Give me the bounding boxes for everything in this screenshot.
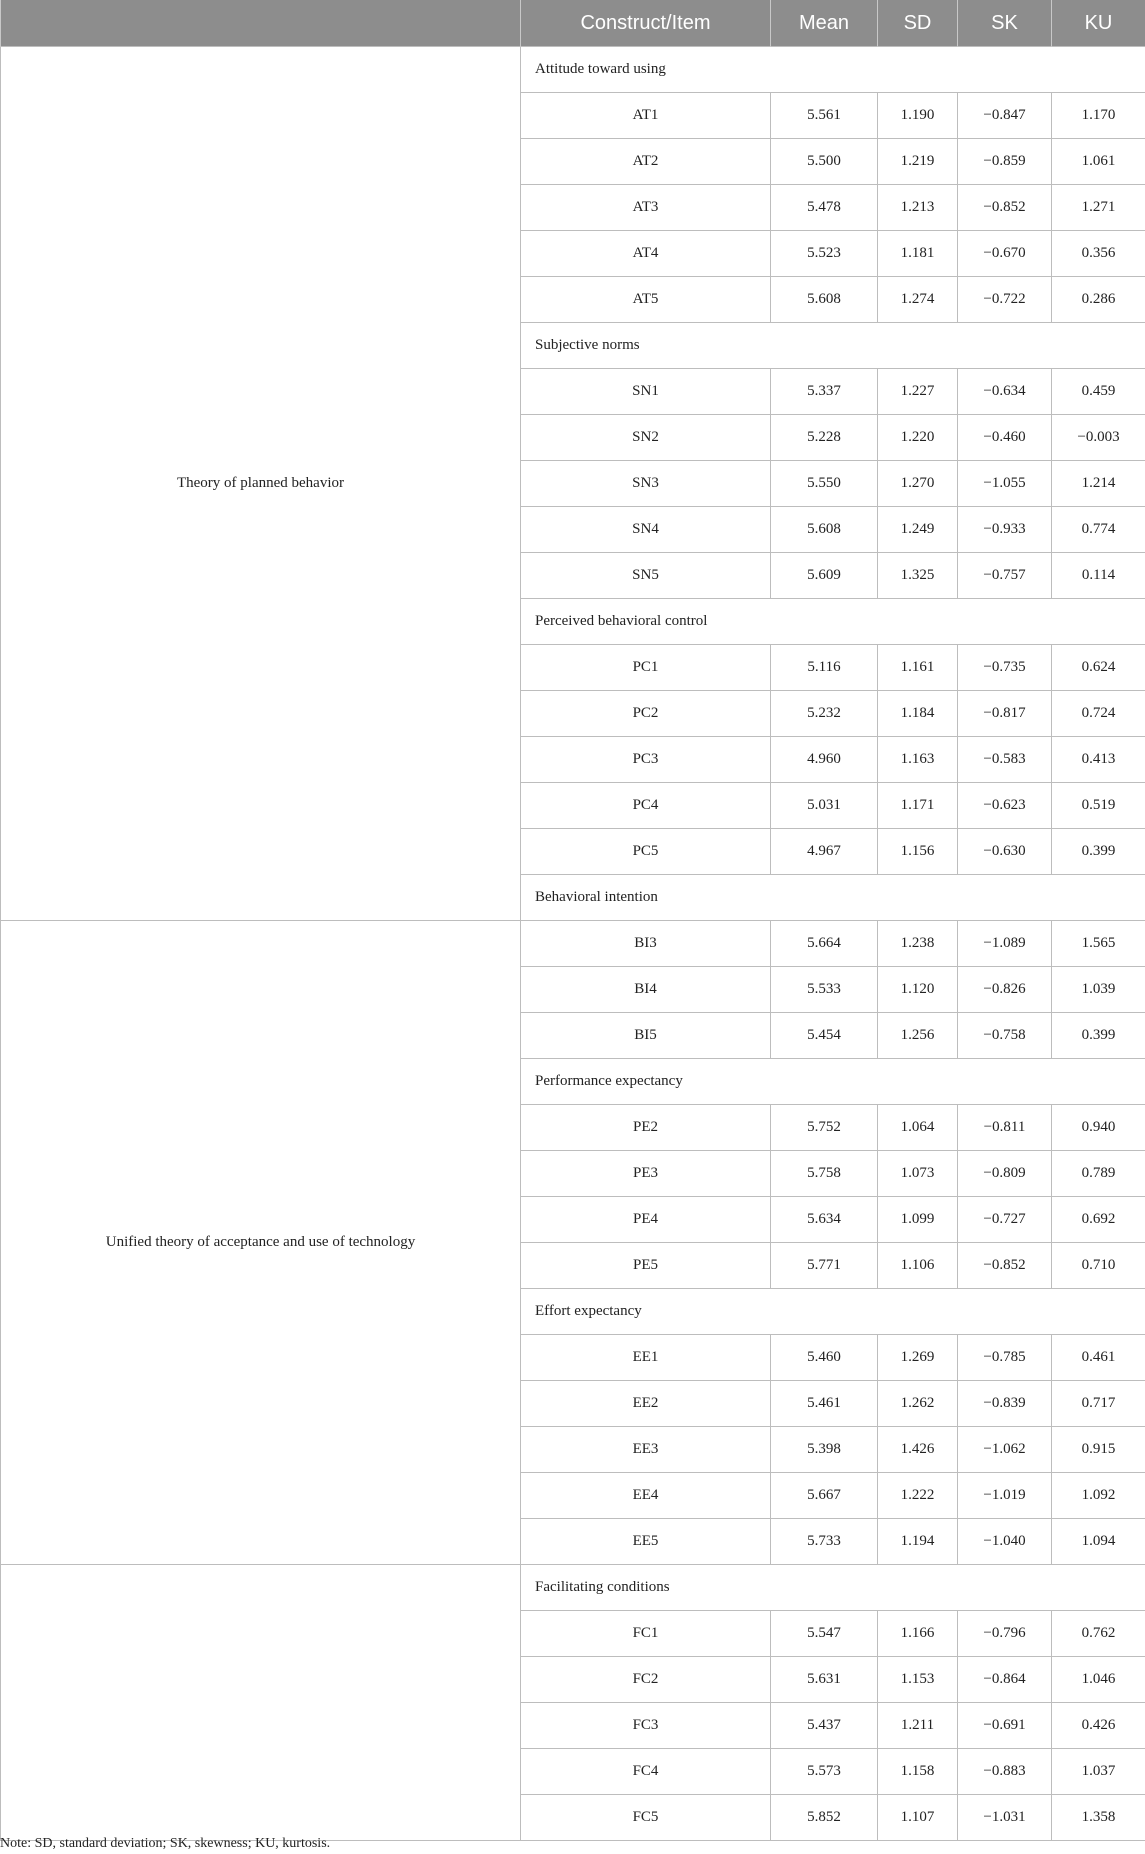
cell-mean: 5.523	[771, 231, 878, 277]
cell-sk: −0.809	[958, 1151, 1052, 1197]
cell-ku: 0.624	[1052, 645, 1145, 691]
subgroup-label: Subjective norms	[521, 323, 1145, 369]
cell-sk: −0.826	[958, 967, 1052, 1013]
cell-ku: 0.459	[1052, 369, 1145, 415]
cell-sd: 1.262	[878, 1381, 958, 1427]
subgroup-row	[1, 47, 1145, 93]
cell-item: SN4	[521, 507, 771, 553]
cell-sk: −1.089	[958, 921, 1052, 967]
cell-item: PE3	[521, 1151, 771, 1197]
cell-item: AT4	[521, 231, 771, 277]
cell-mean: 5.771	[771, 1243, 878, 1289]
construct-cell	[1, 1565, 521, 1841]
table-body	[1, 47, 1145, 1841]
cell-sd: 1.220	[878, 415, 958, 461]
cell-sk: −0.583	[958, 737, 1052, 783]
cell-item: BI4	[521, 967, 771, 1013]
cell-item: PC5	[521, 829, 771, 875]
cell-ku: 0.915	[1052, 1427, 1145, 1473]
cell-item: PE2	[521, 1105, 771, 1151]
cell-mean: 5.232	[771, 691, 878, 737]
cell-ku: 1.061	[1052, 139, 1145, 185]
cell-sk: −0.852	[958, 185, 1052, 231]
cell-ku: 0.692	[1052, 1197, 1145, 1243]
cell-mean: 5.609	[771, 553, 878, 599]
cell-ku: 0.413	[1052, 737, 1145, 783]
cell-item: EE4	[521, 1473, 771, 1519]
cell-ku: 1.214	[1052, 461, 1145, 507]
cell-mean: 5.547	[771, 1611, 878, 1657]
cell-item: AT3	[521, 185, 771, 231]
cell-mean: 5.550	[771, 461, 878, 507]
cell-ku: 1.094	[1052, 1519, 1145, 1565]
cell-item: AT1	[521, 93, 771, 139]
cell-mean: 5.500	[771, 139, 878, 185]
cell-mean: 5.460	[771, 1335, 878, 1381]
cell-item: AT5	[521, 277, 771, 323]
cell-sd: 1.171	[878, 783, 958, 829]
cell-sd: 1.256	[878, 1013, 958, 1059]
cell-sk: −0.757	[958, 553, 1052, 599]
cell-mean: 5.461	[771, 1381, 878, 1427]
cell-ku: 0.519	[1052, 783, 1145, 829]
cell-ku: 1.565	[1052, 921, 1145, 967]
cell-item: EE3	[521, 1427, 771, 1473]
cell-sd: 1.156	[878, 829, 958, 875]
cell-mean: 5.631	[771, 1657, 878, 1703]
header-sd: SD	[878, 0, 958, 47]
cell-sd: 1.190	[878, 93, 958, 139]
cell-ku: 0.724	[1052, 691, 1145, 737]
cell-ku: 0.789	[1052, 1151, 1145, 1197]
cell-item: FC1	[521, 1611, 771, 1657]
cell-ku: 0.762	[1052, 1611, 1145, 1657]
cell-sd: 1.238	[878, 921, 958, 967]
cell-sd: 1.161	[878, 645, 958, 691]
cell-sk: −0.727	[958, 1197, 1052, 1243]
cell-sd: 1.211	[878, 1703, 958, 1749]
header-mean: Mean	[771, 0, 878, 47]
cell-item: SN3	[521, 461, 771, 507]
cell-item: BI5	[521, 1013, 771, 1059]
cell-sd: 1.222	[878, 1473, 958, 1519]
cell-mean: 5.398	[771, 1427, 878, 1473]
cell-ku: 0.286	[1052, 277, 1145, 323]
cell-sd: 1.153	[878, 1657, 958, 1703]
cell-sd: 1.269	[878, 1335, 958, 1381]
cell-item: FC4	[521, 1749, 771, 1795]
cell-sk: −0.670	[958, 231, 1052, 277]
cell-sk: −0.691	[958, 1703, 1052, 1749]
cell-sd: 1.270	[878, 461, 958, 507]
header-sk: SK	[958, 0, 1052, 47]
cell-mean: 5.116	[771, 645, 878, 691]
cell-sk: −0.811	[958, 1105, 1052, 1151]
cell-mean: 5.478	[771, 185, 878, 231]
cell-ku: 0.114	[1052, 553, 1145, 599]
cell-ku: −0.003	[1052, 415, 1145, 461]
cell-sd: 1.274	[878, 277, 958, 323]
construct-cell: Unified theory of acceptance and use of technology	[1, 921, 521, 1565]
cell-sk: −0.883	[958, 1749, 1052, 1795]
cell-sd: 1.073	[878, 1151, 958, 1197]
cell-sd: 1.064	[878, 1105, 958, 1151]
cell-ku: 0.774	[1052, 507, 1145, 553]
cell-ku: 0.940	[1052, 1105, 1145, 1151]
cell-ku: 0.399	[1052, 829, 1145, 875]
cell-mean: 5.561	[771, 93, 878, 139]
cell-sk: −1.055	[958, 461, 1052, 507]
cell-item: SN2	[521, 415, 771, 461]
cell-item: FC3	[521, 1703, 771, 1749]
cell-item: PC1	[521, 645, 771, 691]
cell-ku: 0.717	[1052, 1381, 1145, 1427]
cell-mean: 5.031	[771, 783, 878, 829]
cell-item: FC2	[521, 1657, 771, 1703]
cell-sk: −1.031	[958, 1795, 1052, 1841]
cell-sd: 1.166	[878, 1611, 958, 1657]
cell-ku: 0.426	[1052, 1703, 1145, 1749]
cell-sk: −0.859	[958, 139, 1052, 185]
cell-sk: −0.735	[958, 645, 1052, 691]
subgroup-label: Effort expectancy	[521, 1289, 1145, 1335]
cell-sd: 1.184	[878, 691, 958, 737]
cell-sd: 1.158	[878, 1749, 958, 1795]
table-note: Note: SD, standard deviation; SK, skewness; KU, kurtosis.	[0, 1836, 331, 1851]
cell-mean: 5.454	[771, 1013, 878, 1059]
subgroup-label: Behavioral intention	[521, 875, 1145, 921]
cell-ku: 0.399	[1052, 1013, 1145, 1059]
cell-sk: −0.864	[958, 1657, 1052, 1703]
cell-mean: 5.437	[771, 1703, 878, 1749]
subgroup-label: Attitude toward using	[521, 47, 1145, 93]
cell-item: PC3	[521, 737, 771, 783]
cell-ku: 1.170	[1052, 93, 1145, 139]
cell-sd: 1.249	[878, 507, 958, 553]
cell-item: PE4	[521, 1197, 771, 1243]
cell-mean: 5.752	[771, 1105, 878, 1151]
cell-mean: 5.733	[771, 1519, 878, 1565]
cell-sk: −0.847	[958, 93, 1052, 139]
cell-ku: 1.092	[1052, 1473, 1145, 1519]
cell-item: EE2	[521, 1381, 771, 1427]
cell-mean: 5.533	[771, 967, 878, 1013]
cell-sk: −0.722	[958, 277, 1052, 323]
cell-sd: 1.181	[878, 231, 958, 277]
table-header	[1, 0, 1145, 47]
cell-item: PC4	[521, 783, 771, 829]
cell-sd: 1.213	[878, 185, 958, 231]
cell-sk: −0.817	[958, 691, 1052, 737]
cell-item: AT2	[521, 139, 771, 185]
cell-item: FC5	[521, 1795, 771, 1841]
cell-mean: 5.758	[771, 1151, 878, 1197]
cell-mean: 5.608	[771, 277, 878, 323]
cell-sk: −0.796	[958, 1611, 1052, 1657]
cell-sk: −0.758	[958, 1013, 1052, 1059]
cell-item: PC2	[521, 691, 771, 737]
cell-sk: −0.785	[958, 1335, 1052, 1381]
cell-item: EE1	[521, 1335, 771, 1381]
cell-sd: 1.120	[878, 967, 958, 1013]
cell-sd: 1.194	[878, 1519, 958, 1565]
subgroup-label: Facilitating conditions	[521, 1565, 1145, 1611]
cell-sk: −1.019	[958, 1473, 1052, 1519]
cell-ku: 1.358	[1052, 1795, 1145, 1841]
cell-mean: 5.664	[771, 921, 878, 967]
header-ku: KU	[1052, 0, 1145, 47]
cell-ku: 1.271	[1052, 185, 1145, 231]
header-row	[1, 0, 1145, 47]
cell-ku: 0.710	[1052, 1243, 1145, 1289]
cell-sk: −0.933	[958, 507, 1052, 553]
cell-mean: 5.228	[771, 415, 878, 461]
subgroup-label: Perceived behavioral control	[521, 599, 1145, 645]
cell-item: BI3	[521, 921, 771, 967]
cell-mean: 5.608	[771, 507, 878, 553]
cell-mean: 4.967	[771, 829, 878, 875]
header-empty	[1, 0, 521, 47]
cell-ku: 1.037	[1052, 1749, 1145, 1795]
cell-sd: 1.106	[878, 1243, 958, 1289]
cell-sk: −0.630	[958, 829, 1052, 875]
cell-sk: −1.062	[958, 1427, 1052, 1473]
cell-mean: 5.573	[771, 1749, 878, 1795]
cell-item: EE5	[521, 1519, 771, 1565]
cell-ku: 1.046	[1052, 1657, 1145, 1703]
cell-sd: 1.163	[878, 737, 958, 783]
cell-sk: −1.040	[958, 1519, 1052, 1565]
cell-sk: −0.460	[958, 415, 1052, 461]
cell-sd: 1.107	[878, 1795, 958, 1841]
subgroup-label: Performance expectancy	[521, 1059, 1145, 1105]
cell-mean: 5.667	[771, 1473, 878, 1519]
cell-mean: 4.960	[771, 737, 878, 783]
cell-sd: 1.219	[878, 139, 958, 185]
cell-ku: 1.039	[1052, 967, 1145, 1013]
cell-sk: −0.852	[958, 1243, 1052, 1289]
header-construct-item: Construct/Item	[521, 0, 771, 47]
construct-cell: Theory of planned behavior	[1, 47, 521, 921]
cell-ku: 0.356	[1052, 231, 1145, 277]
cell-ku: 0.461	[1052, 1335, 1145, 1381]
cell-sd: 1.227	[878, 369, 958, 415]
cell-sd: 1.426	[878, 1427, 958, 1473]
cell-mean: 5.852	[771, 1795, 878, 1841]
cell-sk: −0.634	[958, 369, 1052, 415]
cell-item: PE5	[521, 1243, 771, 1289]
subgroup-row	[1, 1565, 1145, 1611]
cell-item: SN1	[521, 369, 771, 415]
cell-sk: −0.623	[958, 783, 1052, 829]
cell-sd: 1.325	[878, 553, 958, 599]
table-row	[1, 921, 1145, 967]
cell-sk: −0.839	[958, 1381, 1052, 1427]
cell-mean: 5.337	[771, 369, 878, 415]
cell-mean: 5.634	[771, 1197, 878, 1243]
cell-item: SN5	[521, 553, 771, 599]
cell-sd: 1.099	[878, 1197, 958, 1243]
